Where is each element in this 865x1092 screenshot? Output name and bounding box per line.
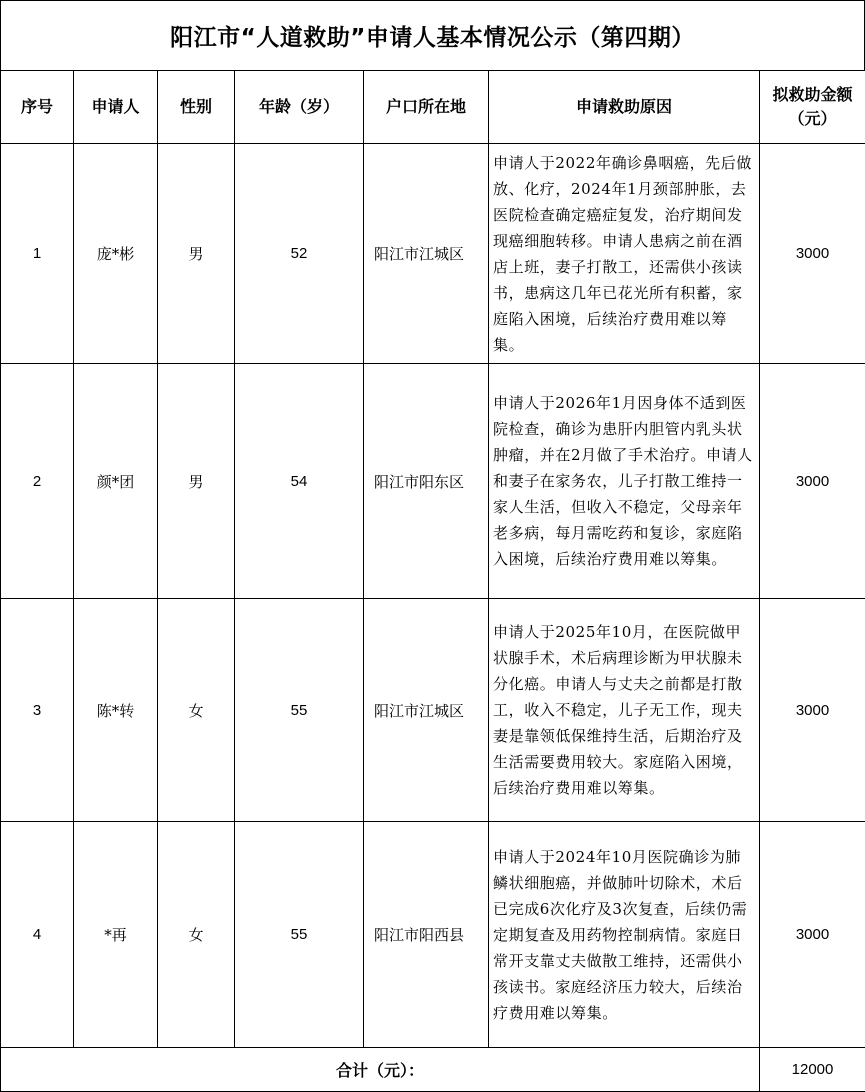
row-residence: 阳江市阳西县: [364, 822, 489, 1048]
header-applicant: 申请人: [74, 71, 158, 144]
header-amount-line2: （元）: [788, 109, 837, 128]
header-row: [1, 71, 865, 144]
row-age: 55: [235, 822, 364, 1048]
row-applicant: 陈*转: [74, 599, 158, 822]
row-amount: 3000: [760, 364, 865, 599]
total-row: [1, 1048, 865, 1092]
row-applicant: 庞*彬: [74, 144, 158, 364]
header-reason: 申请救助原因: [489, 71, 760, 144]
header-residence: 户口所在地: [364, 71, 489, 144]
row-gender: 男: [158, 364, 235, 599]
row-reason: 申请人于2024年10月医院确诊为肺鳞状细胞癌，并做肺叶切除术，术后已完成6次化疗及3次复查，后续仍需定期复查及用药物控制病情。家庭日常开支靠丈夫做散工维持，还需供小孩读书。家庭经济压力较大，后续治疗费用难以筹集。: [489, 822, 760, 1048]
row-age: 54: [235, 364, 364, 599]
row-index: 2: [1, 364, 74, 599]
row-amount: 3000: [760, 822, 865, 1048]
header-gender: 性别: [158, 71, 235, 144]
page-title: 阳江市“人道救助”申请人基本情况公示（第四期）: [0, 0, 865, 70]
table-row: [1, 144, 865, 364]
table-row: [1, 599, 865, 822]
total-amount: 12000: [760, 1048, 865, 1092]
row-applicant: *再: [74, 822, 158, 1048]
applicant-table: [0, 70, 865, 1092]
row-residence: 阳江市江城区: [364, 144, 489, 364]
row-gender: 男: [158, 144, 235, 364]
row-amount: 3000: [760, 599, 865, 822]
header-amount-line1: 拟救助金额: [772, 85, 853, 104]
row-gender: 女: [158, 599, 235, 822]
row-residence: 阳江市江城区: [364, 599, 489, 822]
header-index: 序号: [1, 71, 74, 144]
row-reason: 申请人于2026年1月因身体不适到医院检查，确诊为患肝内胆管内乳头状肿瘤，并在2月做了手术治疗。申请人和妻子在家务农，儿子打散工维持一家人生活，但收入不稳定，父母亲年老多病，每月需吃药和复诊，家庭陷入困境，后续治疗费用难以筹集。: [489, 364, 760, 599]
row-reason: 申请人于2022年确诊鼻咽癌，先后做放、化疗，2024年1月颈部肿胀，去医院检查确定癌症复发，治疗期间发现癌细胞转移。申请人患病之前在酒店上班，妻子打散工，还需供小孩读书，患病这几年已花光所有积蓄，家庭陷入困境，后续治疗费用难以筹集。: [489, 144, 760, 364]
row-amount: 3000: [760, 144, 865, 364]
row-reason: 申请人于2025年10月，在医院做甲状腺手术，术后病理诊断为甲状腺未分化癌。申请人与丈夫之前都是打散工，收入不稳定，儿子无工作，现夫妻是靠领低保维持生活，后期治疗及生活需要费用较大。家庭陷入困境，后续治疗费用难以筹集。: [489, 599, 760, 822]
row-index: 3: [1, 599, 74, 822]
row-gender: 女: [158, 822, 235, 1048]
total-label: 合计（元）：: [1, 1048, 760, 1092]
header-age: 年龄（岁）: [235, 71, 364, 144]
row-index: 4: [1, 822, 74, 1048]
table-row: [1, 822, 865, 1048]
row-applicant: 颜*团: [74, 364, 158, 599]
row-index: 1: [1, 144, 74, 364]
row-age: 55: [235, 599, 364, 822]
row-residence: 阳江市阳东区: [364, 364, 489, 599]
table-row: [1, 364, 865, 599]
row-age: 52: [235, 144, 364, 364]
header-amount: [760, 71, 865, 144]
